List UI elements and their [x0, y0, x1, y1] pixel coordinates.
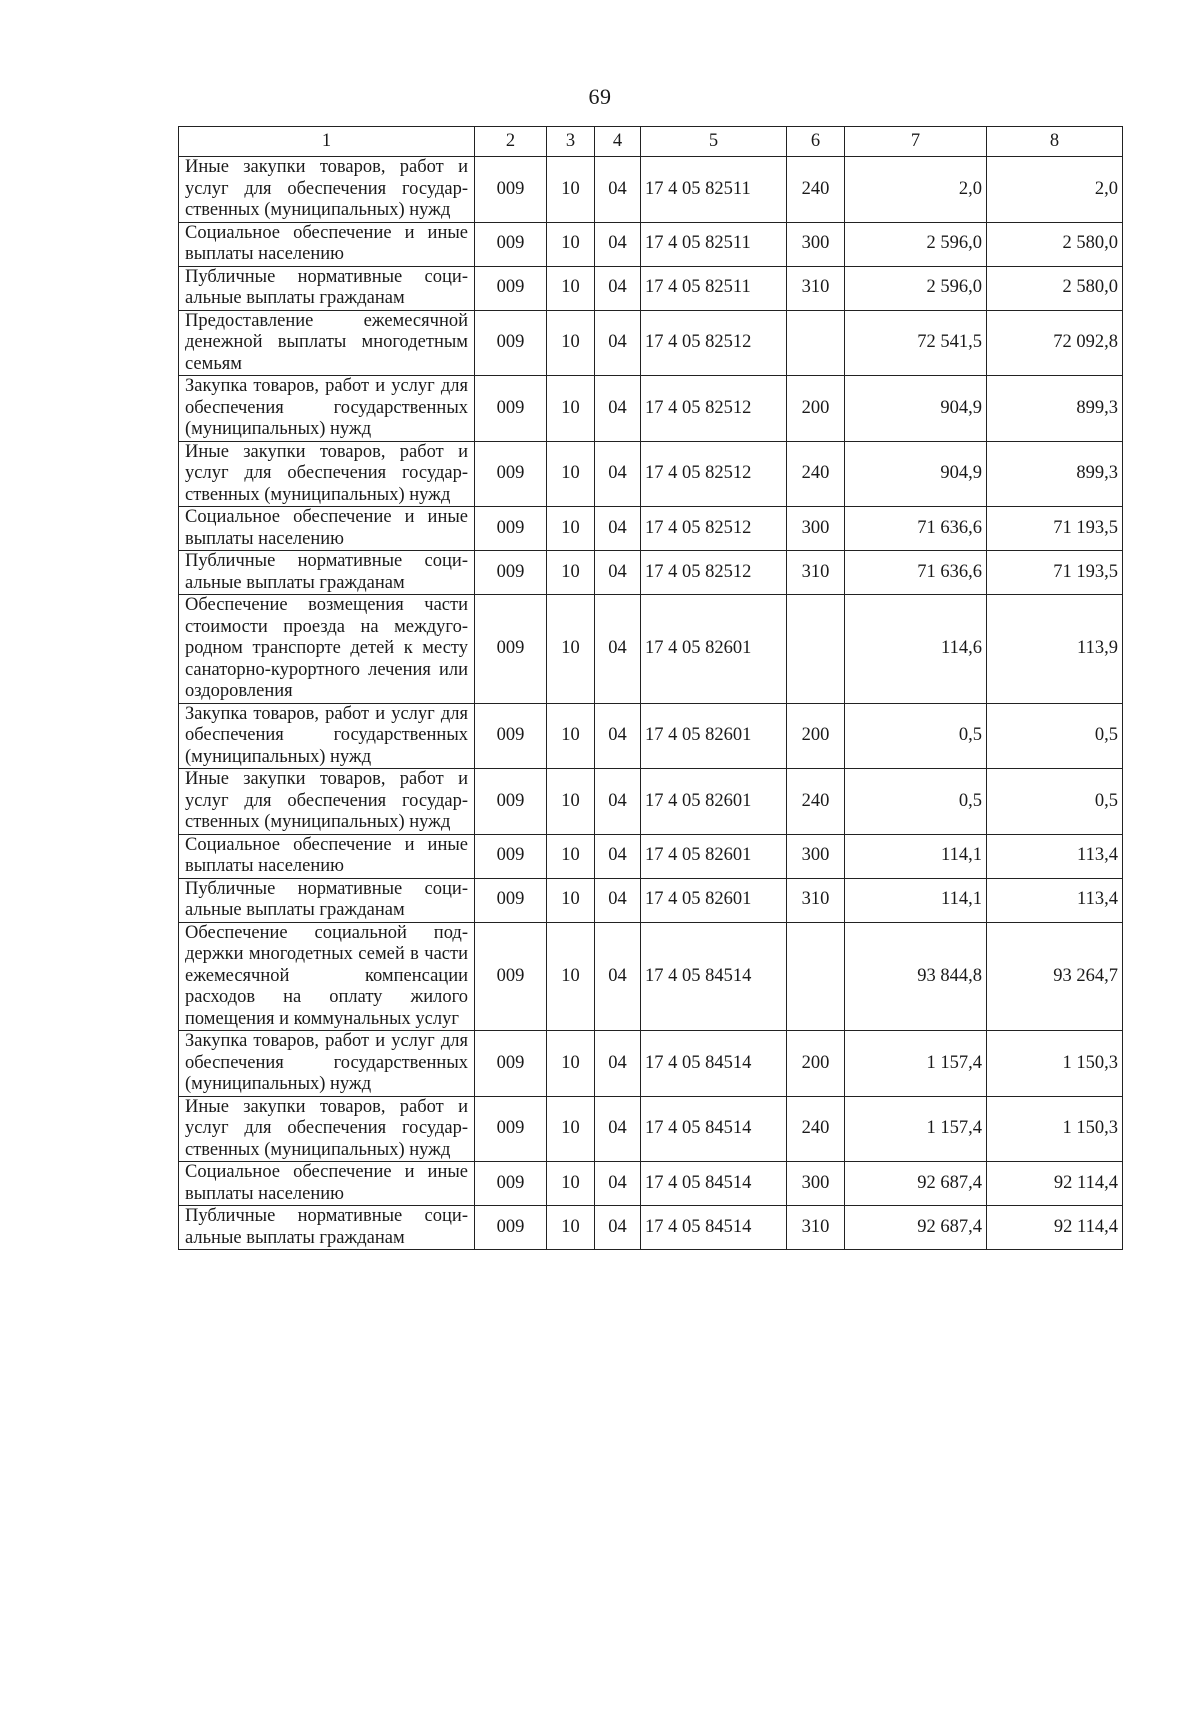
- amount-col7-cell: 0,5: [845, 703, 987, 769]
- target-article-cell: 17 4 05 82601: [641, 595, 787, 704]
- amount-col7-cell: 2,0: [845, 157, 987, 223]
- target-article-cell: 17 4 05 82601: [641, 834, 787, 878]
- expense-type-cell: 240: [787, 157, 845, 223]
- admin-code-cell: 009: [475, 310, 547, 376]
- table-row: [179, 1096, 1123, 1162]
- target-article-cell: 17 4 05 82601: [641, 878, 787, 922]
- column-header: 1: [179, 127, 475, 157]
- expense-type-cell: 240: [787, 769, 845, 835]
- budget-table: [178, 126, 1123, 1250]
- section-cell: 10: [547, 1206, 595, 1250]
- row-name-cell: Публичные нормативные социальные выплаты гражданам: [179, 266, 475, 310]
- expense-type-cell: 200: [787, 703, 845, 769]
- subsection-cell: 04: [595, 769, 641, 835]
- table-header-row: [179, 127, 1123, 157]
- table-body: [179, 157, 1123, 1250]
- expense-type-cell: 310: [787, 878, 845, 922]
- row-name-cell: Социальное обеспечение и иные выплаты населению: [179, 222, 475, 266]
- row-name-cell: Публичные нормативные социальные выплаты гражданам: [179, 878, 475, 922]
- target-article-cell: 17 4 05 84514: [641, 1031, 787, 1097]
- amount-col8-cell: 2 580,0: [987, 266, 1123, 310]
- amount-col8-cell: 93 264,7: [987, 922, 1123, 1031]
- admin-code-cell: 009: [475, 376, 547, 442]
- amount-col8-cell: 1 150,3: [987, 1031, 1123, 1097]
- target-article-cell: 17 4 05 82601: [641, 703, 787, 769]
- table-row: [179, 769, 1123, 835]
- section-cell: 10: [547, 1162, 595, 1206]
- column-header: 7: [845, 127, 987, 157]
- row-name-cell: Социальное обеспечение и иные выплаты населению: [179, 1162, 475, 1206]
- admin-code-cell: 009: [475, 157, 547, 223]
- admin-code-cell: 009: [475, 1162, 547, 1206]
- subsection-cell: 04: [595, 703, 641, 769]
- amount-col8-cell: 2,0: [987, 157, 1123, 223]
- amount-col8-cell: 1 150,3: [987, 1096, 1123, 1162]
- row-name-cell: Закупка товаров, работ и услуг для обеспечения государственных (муниципальных) нужд: [179, 376, 475, 442]
- target-article-cell: 17 4 05 82511: [641, 266, 787, 310]
- row-name-cell: Закупка товаров, работ и услуг для обеспечения государственных (муниципальных) нужд: [179, 1031, 475, 1097]
- amount-col8-cell: 113,4: [987, 878, 1123, 922]
- row-name-cell: Предоставление ежемесячной денежной выплаты многодетным семьям: [179, 310, 475, 376]
- row-name-cell: Иные закупки товаров, работ и услуг для обеспечения государственных (муниципальных) нужд: [179, 157, 475, 223]
- section-cell: 10: [547, 376, 595, 442]
- column-header: 4: [595, 127, 641, 157]
- table-row: [179, 1031, 1123, 1097]
- table-row: [179, 922, 1123, 1031]
- amount-col7-cell: 72 541,5: [845, 310, 987, 376]
- amount-col8-cell: 113,9: [987, 595, 1123, 704]
- amount-col7-cell: 71 636,6: [845, 551, 987, 595]
- row-name-cell: Иные закупки товаров, работ и услуг для обеспечения государственных (муниципальных) нужд: [179, 1096, 475, 1162]
- expense-type-cell: 240: [787, 1096, 845, 1162]
- subsection-cell: 04: [595, 310, 641, 376]
- table-row: [179, 441, 1123, 507]
- subsection-cell: 04: [595, 266, 641, 310]
- section-cell: 10: [547, 922, 595, 1031]
- expense-type-cell: 310: [787, 1206, 845, 1250]
- subsection-cell: 04: [595, 507, 641, 551]
- subsection-cell: 04: [595, 157, 641, 223]
- target-article-cell: 17 4 05 82512: [641, 376, 787, 442]
- section-cell: 10: [547, 157, 595, 223]
- section-cell: 10: [547, 551, 595, 595]
- admin-code-cell: 009: [475, 878, 547, 922]
- row-name-cell: Публичные нормативные социальные выплаты гражданам: [179, 1206, 475, 1250]
- amount-col7-cell: 2 596,0: [845, 266, 987, 310]
- section-cell: 10: [547, 507, 595, 551]
- table-row: [179, 507, 1123, 551]
- row-name-cell: Иные закупки товаров, работ и услуг для обеспечения государственных (муниципальных) нужд: [179, 769, 475, 835]
- subsection-cell: 04: [595, 1162, 641, 1206]
- subsection-cell: 04: [595, 878, 641, 922]
- admin-code-cell: 009: [475, 595, 547, 704]
- table-row: [179, 834, 1123, 878]
- table-row: [179, 222, 1123, 266]
- target-article-cell: 17 4 05 82511: [641, 222, 787, 266]
- admin-code-cell: 009: [475, 1096, 547, 1162]
- table-row: [179, 703, 1123, 769]
- subsection-cell: 04: [595, 1096, 641, 1162]
- amount-col8-cell: 899,3: [987, 441, 1123, 507]
- row-name-cell: Социальное обеспечение и иные выплаты населению: [179, 834, 475, 878]
- subsection-cell: 04: [595, 595, 641, 704]
- target-article-cell: 17 4 05 84514: [641, 1096, 787, 1162]
- amount-col7-cell: 1 157,4: [845, 1031, 987, 1097]
- table-row: [179, 376, 1123, 442]
- admin-code-cell: 009: [475, 1031, 547, 1097]
- row-name-cell: Обеспечение возмещения части стоимости проезда на междугородном транспорте детей к месту санаторно-курортного лечения или оздоровления: [179, 595, 475, 704]
- expense-type-cell: 300: [787, 834, 845, 878]
- section-cell: 10: [547, 834, 595, 878]
- row-name-cell: Закупка товаров, работ и услуг для обеспечения государственных (муниципальных) нужд: [179, 703, 475, 769]
- table-row: [179, 157, 1123, 223]
- section-cell: 10: [547, 441, 595, 507]
- admin-code-cell: 009: [475, 769, 547, 835]
- amount-col7-cell: 1 157,4: [845, 1096, 987, 1162]
- section-cell: 10: [547, 222, 595, 266]
- amount-col7-cell: 904,9: [845, 376, 987, 442]
- subsection-cell: 04: [595, 551, 641, 595]
- amount-col7-cell: 114,1: [845, 878, 987, 922]
- target-article-cell: 17 4 05 84514: [641, 922, 787, 1031]
- target-article-cell: 17 4 05 82601: [641, 769, 787, 835]
- column-header: 8: [987, 127, 1123, 157]
- admin-code-cell: 009: [475, 922, 547, 1031]
- section-cell: 10: [547, 703, 595, 769]
- section-cell: 10: [547, 595, 595, 704]
- expense-type-cell: 240: [787, 441, 845, 507]
- row-name-cell: Социальное обеспечение и иные выплаты населению: [179, 507, 475, 551]
- amount-col7-cell: 114,1: [845, 834, 987, 878]
- target-article-cell: 17 4 05 84514: [641, 1206, 787, 1250]
- row-name-cell: Обеспечение социальной поддержки многодетных семей в части ежемесячной компенсации расходов на оплату жилого помещения и коммунальных услуг: [179, 922, 475, 1031]
- table-row: [179, 595, 1123, 704]
- table-row: [179, 878, 1123, 922]
- admin-code-cell: 009: [475, 834, 547, 878]
- table-row: [179, 266, 1123, 310]
- expense-type-cell: 310: [787, 551, 845, 595]
- admin-code-cell: 009: [475, 222, 547, 266]
- table-row: [179, 1206, 1123, 1250]
- admin-code-cell: 009: [475, 1206, 547, 1250]
- column-header: 5: [641, 127, 787, 157]
- amount-col8-cell: 71 193,5: [987, 507, 1123, 551]
- section-cell: 10: [547, 1031, 595, 1097]
- amount-col8-cell: 72 092,8: [987, 310, 1123, 376]
- table-row: [179, 310, 1123, 376]
- expense-type-cell: 300: [787, 222, 845, 266]
- section-cell: 10: [547, 878, 595, 922]
- subsection-cell: 04: [595, 376, 641, 442]
- target-article-cell: 17 4 05 82512: [641, 441, 787, 507]
- expense-type-cell: 300: [787, 507, 845, 551]
- column-header: 2: [475, 127, 547, 157]
- subsection-cell: 04: [595, 1031, 641, 1097]
- target-article-cell: 17 4 05 82512: [641, 507, 787, 551]
- amount-col7-cell: 71 636,6: [845, 507, 987, 551]
- subsection-cell: 04: [595, 1206, 641, 1250]
- amount-col8-cell: 113,4: [987, 834, 1123, 878]
- subsection-cell: 04: [595, 922, 641, 1031]
- row-name-cell: Публичные нормативные социальные выплаты гражданам: [179, 551, 475, 595]
- page-number: 69: [588, 84, 612, 109]
- amount-col8-cell: 92 114,4: [987, 1162, 1123, 1206]
- target-article-cell: 17 4 05 84514: [641, 1162, 787, 1206]
- admin-code-cell: 009: [475, 441, 547, 507]
- section-cell: 10: [547, 266, 595, 310]
- expense-type-cell: 200: [787, 376, 845, 442]
- admin-code-cell: 009: [475, 266, 547, 310]
- subsection-cell: 04: [595, 441, 641, 507]
- section-cell: 10: [547, 1096, 595, 1162]
- amount-col8-cell: 899,3: [987, 376, 1123, 442]
- amount-col8-cell: 2 580,0: [987, 222, 1123, 266]
- subsection-cell: 04: [595, 222, 641, 266]
- target-article-cell: 17 4 05 82512: [641, 551, 787, 595]
- table-row: [179, 551, 1123, 595]
- column-header: 6: [787, 127, 845, 157]
- admin-code-cell: 009: [475, 507, 547, 551]
- amount-col8-cell: 0,5: [987, 769, 1123, 835]
- subsection-cell: 04: [595, 834, 641, 878]
- amount-col7-cell: 92 687,4: [845, 1206, 987, 1250]
- expense-type-cell: [787, 922, 845, 1031]
- table-row: [179, 1162, 1123, 1206]
- column-header: 3: [547, 127, 595, 157]
- admin-code-cell: 009: [475, 703, 547, 769]
- amount-col7-cell: 114,6: [845, 595, 987, 704]
- amount-col7-cell: 92 687,4: [845, 1162, 987, 1206]
- row-name-cell: Иные закупки товаров, работ и услуг для обеспечения государственных (муниципальных) нужд: [179, 441, 475, 507]
- amount-col8-cell: 0,5: [987, 703, 1123, 769]
- expense-type-cell: 310: [787, 266, 845, 310]
- expense-type-cell: 300: [787, 1162, 845, 1206]
- amount-col7-cell: 904,9: [845, 441, 987, 507]
- expense-type-cell: [787, 310, 845, 376]
- expense-type-cell: 200: [787, 1031, 845, 1097]
- amount-col8-cell: 92 114,4: [987, 1206, 1123, 1250]
- target-article-cell: 17 4 05 82511: [641, 157, 787, 223]
- amount-col8-cell: 71 193,5: [987, 551, 1123, 595]
- amount-col7-cell: 0,5: [845, 769, 987, 835]
- admin-code-cell: 009: [475, 551, 547, 595]
- expense-type-cell: [787, 595, 845, 704]
- amount-col7-cell: 2 596,0: [845, 222, 987, 266]
- section-cell: 10: [547, 769, 595, 835]
- target-article-cell: 17 4 05 82512: [641, 310, 787, 376]
- section-cell: 10: [547, 310, 595, 376]
- amount-col7-cell: 93 844,8: [845, 922, 987, 1031]
